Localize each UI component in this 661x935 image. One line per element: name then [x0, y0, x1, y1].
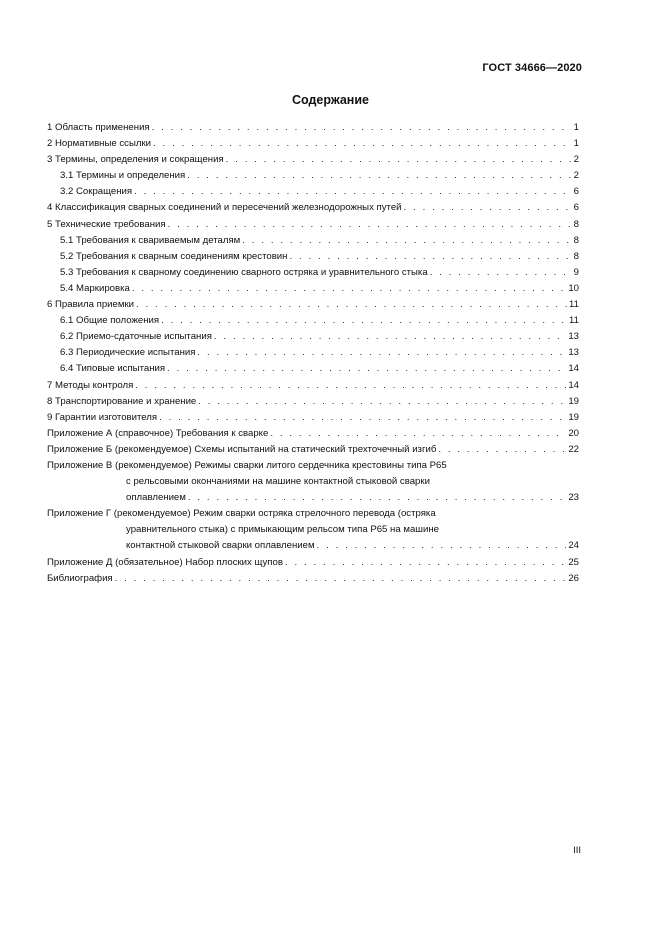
dot-leader: [197, 345, 566, 361]
toc-entry-section-4[interactable]: [47, 200, 579, 216]
toc-entry-appendix-d[interactable]: [47, 555, 579, 571]
toc-entry-label: Библиография: [47, 572, 113, 584]
toc-entry-label: 1 Область применения: [47, 122, 150, 133]
toc-entry-page: 26: [568, 572, 579, 584]
dot-leader: [187, 168, 571, 184]
toc-entry-section-6-4[interactable]: [47, 361, 579, 377]
toc-entry-label: 7 Методы контроля: [47, 379, 134, 391]
dot-leader: [285, 555, 566, 571]
toc-entry-section-3[interactable]: [47, 152, 579, 168]
toc-entry-section-1[interactable]: [47, 120, 579, 136]
toc-entry-section-2[interactable]: [47, 136, 579, 152]
dot-leader: [136, 297, 567, 313]
toc-entry-label: 8 Транспортирование и хранение: [47, 395, 197, 407]
toc-entry-page: 1: [573, 122, 579, 133]
toc-entry-page: 23: [568, 492, 579, 504]
toc-entry-label: Приложение А (справочное) Требования к сварке: [47, 427, 269, 439]
toc-entry-page: 19: [568, 411, 579, 423]
dot-leader: [198, 394, 566, 410]
toc-entry-section-5[interactable]: [47, 217, 579, 233]
toc-entry-section-6[interactable]: [47, 297, 579, 313]
toc-entry-label-line-1: Приложение В (рекомендуемое) Режимы сварки литого сердечника крестовины типа Р65: [47, 459, 447, 471]
toc-entry-section-6-3[interactable]: [47, 345, 579, 361]
document-code: ГОСТ 34666—2020: [482, 62, 582, 74]
toc-entry-label: 6 Правила приемки: [47, 299, 134, 311]
toc-entry-label: 3.2 Сокращения: [60, 186, 133, 198]
toc-entry-label: 6.3 Периодические испытания: [60, 347, 196, 359]
toc-entry-label: 2 Нормативные ссылки: [47, 138, 152, 150]
toc-entry-section-9[interactable]: [47, 410, 579, 426]
dot-leader: [159, 410, 566, 426]
dot-leader: [317, 538, 567, 554]
dot-leader: [161, 313, 567, 329]
toc-entry-label: 4 Классификация сварных соединений и пересечений железнодорожных путей: [47, 202, 402, 214]
toc-entry-page: 25: [568, 556, 579, 568]
toc-entry-page: 8: [573, 234, 579, 246]
toc-entry-label: Приложение Б (рекомендуемое) Схемы испытаний на статический трехточечный изгиб: [47, 443, 437, 455]
dot-leader: [135, 378, 566, 394]
toc-entry-label: 6.1 Общие положения: [60, 315, 160, 327]
toc-entry-page: 19: [568, 395, 579, 407]
toc-entry-appendix-a[interactable]: [47, 426, 579, 442]
toc-entry-page: 2: [573, 170, 579, 182]
toc-entry-page: 14: [568, 379, 579, 391]
toc-entry-bibliography[interactable]: [47, 571, 579, 587]
dot-leader: [404, 200, 572, 216]
toc-entry-page: 20: [568, 427, 579, 439]
toc-title: Содержание: [291, 93, 369, 107]
dot-leader: [430, 265, 572, 281]
table-of-contents: [47, 120, 579, 587]
toc-entry-page: 22: [568, 443, 579, 455]
toc-entry-label: 5.2 Требования к сварным соединениям крестовин: [60, 250, 288, 262]
page-number: III: [573, 845, 581, 856]
toc-entry-section-5-2[interactable]: [47, 249, 579, 265]
toc-entry-section-8[interactable]: [47, 394, 579, 410]
toc-entry-page: 8: [573, 250, 579, 262]
toc-entry-label: 5.3 Требования к сварному соединению сварного остряка и уравнительного стыка: [60, 266, 428, 278]
toc-entry-label-line-2: уравнительного стыка) с примыкающим рельсом типа Р65 на машине: [126, 524, 439, 536]
toc-entry-section-6-1[interactable]: [47, 313, 579, 329]
toc-entry-section-5-1[interactable]: [47, 233, 579, 249]
toc-entry-page: 8: [573, 218, 579, 230]
dot-leader: [188, 490, 566, 506]
toc-entry-page: 13: [568, 347, 579, 359]
toc-entry-page: 10: [568, 282, 579, 294]
toc-entry-page: 9: [573, 266, 579, 278]
toc-entry-label: 6.2 Приемо-сдаточные испытания: [60, 331, 212, 343]
toc-entry-label: Приложение Д (обязательное) Набор плоских щупов: [47, 556, 283, 568]
toc-entry-section-5-4[interactable]: [47, 281, 579, 297]
dot-leader: [289, 249, 571, 265]
dot-leader: [226, 152, 572, 168]
toc-entry-section-3-2[interactable]: [47, 184, 579, 200]
dot-leader: [214, 329, 566, 345]
dot-leader: [115, 571, 567, 587]
toc-entry-appendix-g[interactable]: [47, 506, 579, 554]
toc-entry-section-3-1[interactable]: [47, 168, 579, 184]
dot-leader: [242, 233, 571, 249]
toc-entry-section-7[interactable]: [47, 378, 579, 394]
toc-entry-section-5-3[interactable]: [47, 265, 579, 281]
dot-leader: [134, 184, 572, 200]
toc-entry-section-6-2[interactable]: [47, 329, 579, 345]
dot-leader: [167, 361, 566, 377]
dot-leader: [153, 136, 572, 152]
toc-entry-label: 9 Гарантии изготовителя: [47, 411, 158, 423]
toc-entry-page: 11: [569, 315, 579, 327]
dot-leader: [270, 426, 566, 442]
toc-entry-page: 13: [568, 331, 579, 343]
toc-entry-page: 24: [568, 540, 579, 552]
toc-entry-label: 5.4 Маркировка: [60, 282, 130, 294]
toc-entry-label-line-1: Приложение Г (рекомендуемое) Режим сварки остряка стрелочного перевода (остряка: [47, 508, 436, 520]
toc-entry-label-line-3: контактной стыковой сварки оплавлением: [126, 540, 315, 552]
toc-entry-appendix-b[interactable]: [47, 442, 579, 458]
toc-entry-page: 11: [569, 299, 579, 311]
dot-leader: [168, 217, 572, 233]
toc-entry-label: 3.1 Термины и определения: [60, 170, 186, 182]
toc-entry-label: 5.1 Требования к свариваемым деталям: [60, 234, 241, 246]
toc-entry-appendix-v[interactable]: [47, 458, 579, 506]
toc-entry-label: 3 Термины, определения и сокращения: [47, 154, 224, 166]
toc-entry-page: 6: [573, 186, 579, 198]
toc-entry-page: 1: [573, 138, 579, 150]
dot-leader: [438, 442, 566, 458]
toc-entry-label: 5 Технические требования: [47, 218, 166, 230]
dot-leader: [152, 120, 572, 136]
toc-entry-label: 6.4 Типовые испытания: [60, 363, 166, 375]
dot-leader: [132, 281, 566, 297]
toc-entry-page: 2: [573, 154, 579, 166]
toc-entry-label-line-3: оплавлением: [126, 492, 186, 504]
toc-entry-page: 14: [568, 363, 579, 375]
toc-entry-page: 6: [573, 202, 579, 214]
toc-entry-label-line-2: с рельсовыми окончаниями на машине контактной стыковой сварки: [126, 476, 430, 488]
